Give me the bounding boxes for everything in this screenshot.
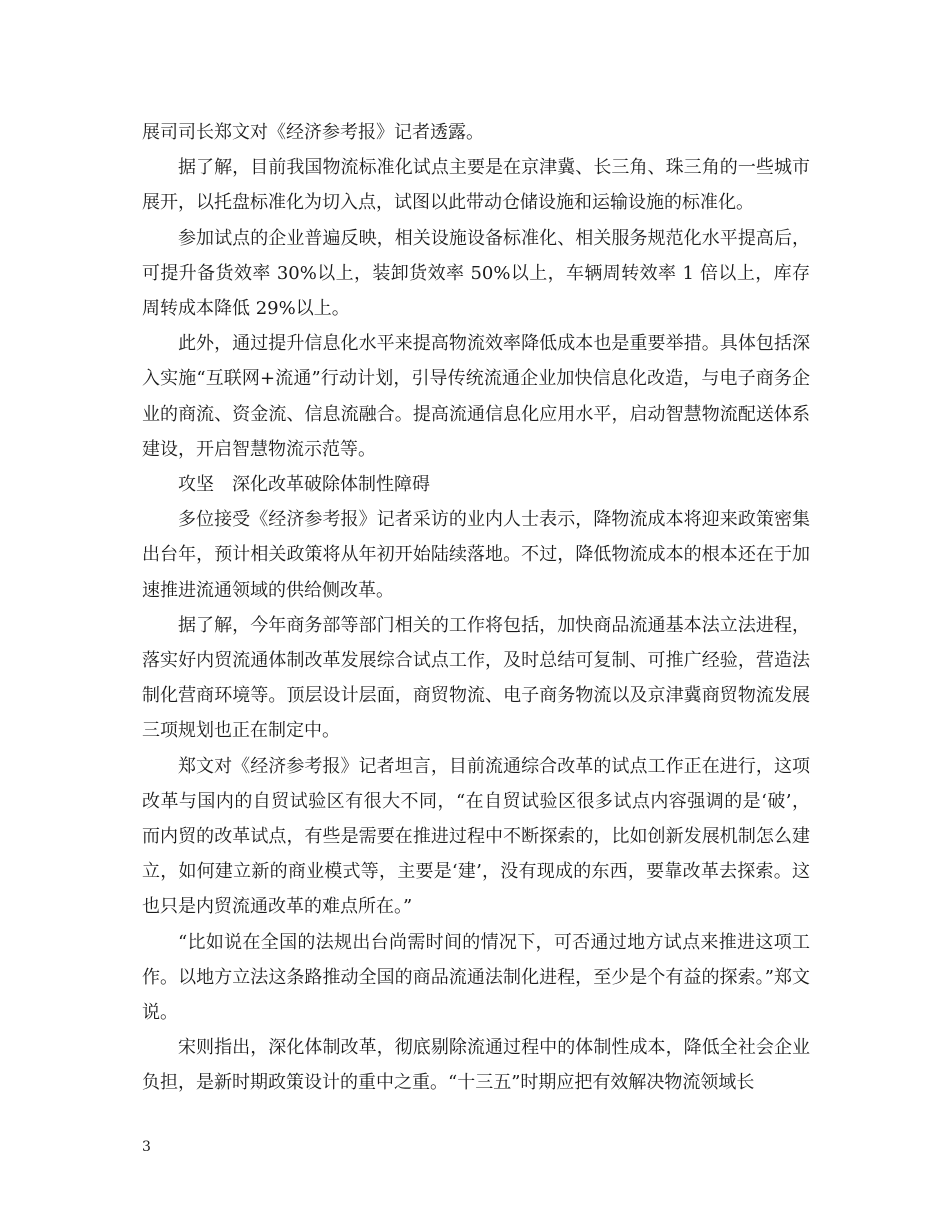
- page-number: 3: [142, 1139, 151, 1155]
- paragraph-ministry-work: 据了解，今年商务部等部门相关的工作将包括，加快商品流通基本法立法进程，落实好内贸流通体制改革发展综合试点工作，及时总结可复制、可推广经验，营造法制化营商环境等。顶层设计层面，商贸物流、电子商务物流以及京津冀商贸物流发展三项规划也正在制定中。: [142, 614, 810, 742]
- paragraph-informatization: 此外，通过提升信息化水平来提高物流效率降低成本也是重要举措。具体包括深入实施“互联网+流通”行动计划，引导传统流通企业加快信息化改造，与电子商务企业的商流、资金流、信息流融合。提高流通信息化应用水平，启动智慧物流配送体系建设，开启智慧物流示范等。: [142, 333, 810, 460]
- paragraph-continuation: 展司司长郑文对《经济参考报》记者透露。: [142, 122, 484, 143]
- paragraph-reform-quote: 郑文对《经济参考报》记者坦言，目前流通综合改革的试点工作正在进行，这项改革与国内的自贸试验区有很大不同，“在自贸试验区很多试点内容强调的是‘破’，而内贸的改革试点，有些是需要在推进过程中不断探索的，比如创新发展机制怎么建立，如何建立新的商业模式等，主要是‘建’，没有现成的东西，要靠改革去探索。这也只是内贸流通改革的难点所在。”: [142, 755, 810, 918]
- section-heading: 攻坚 深化改革破除体制性障碍: [178, 474, 430, 496]
- paragraph-local-legislation-quote: “比如说在全国的法规出台尚需时间的情况下，可否通过地方试点来推进这项工作。以地方立法这条路推动全国的商品流通法制化进程，至少是个有益的探索。”郑文说。: [142, 931, 810, 1024]
- paragraph-institutional-cost: 宋则指出，深化体制改革，彻底剔除流通过程中的体制性成本，降低全社会企业负担，是新时期政策设计的重中之重。“十三五”时期应把有效解决物流领域长: [142, 1037, 810, 1094]
- article-body: [142, 115, 810, 1101]
- paragraph-pilot-standardization: 据了解，目前我国物流标准化试点主要是在京津冀、长三角、珠三角的一些城市展开，以托盘标准化为切入点，试图以此带动仓储设施和运输设施的标准化。: [142, 157, 810, 214]
- paragraph-policy-outlook: 多位接受《经济参考报》记者采访的业内人士表示，降物流成本将迎来政策密集出台年，预计相关政策将从年初开始陆续落地。不过，降低物流成本的根本还在于加速推进流通领域的供给侧改革。: [142, 509, 810, 601]
- paragraph-efficiency-gains: 参加试点的企业普遍反映，相关设施设备标准化、相关服务规范化水平提高后，可提升备货效率 30%以上，装卸货效率 50%以上，车辆周转效率 1 倍以上，库存周转成本降低 29%以上。: [142, 227, 810, 320]
